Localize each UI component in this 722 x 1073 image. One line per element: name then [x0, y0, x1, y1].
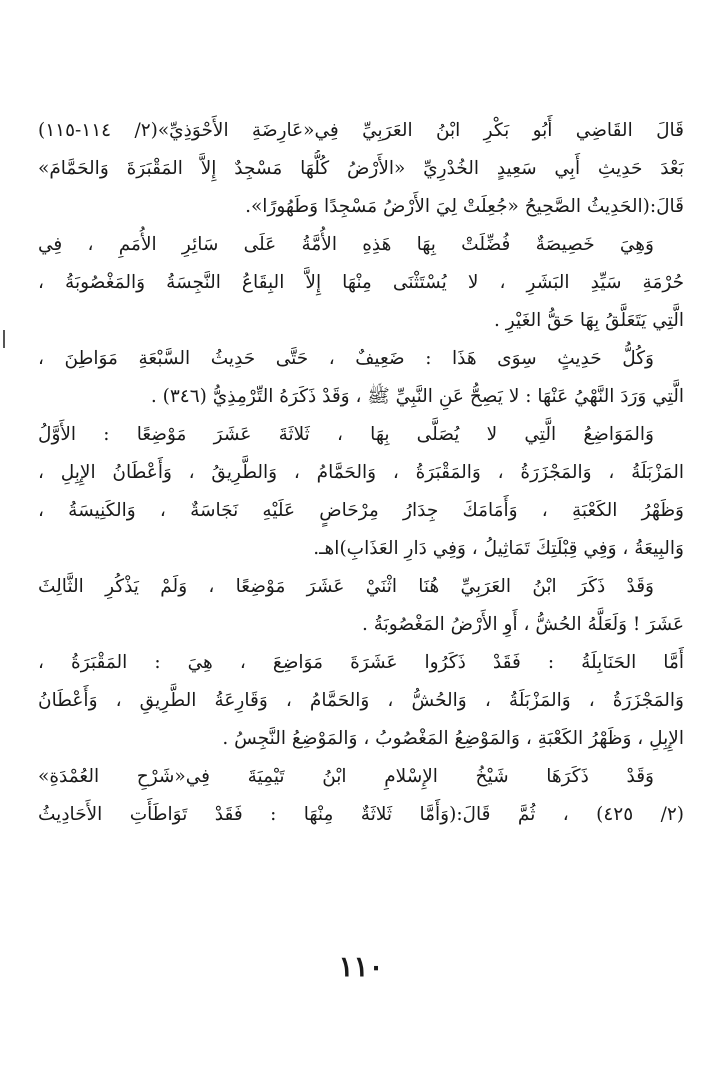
text-line: وَالمَوَاضِعُ الَّتِي لا يُصَلَّى بِهَا ، ثَلاثَةَ عَشَرَ مَوْضِعًا : الأَوَّلُ — [38, 424, 654, 445]
paragraph-quote-intro — [38, 112, 684, 226]
text-line: قَالَ:(الحَدِيثُ الصَّحِيحُ «جُعِلَتْ لِيَ الأَرْضُ مَسْجِدًا وَطَهُورًا». — [245, 196, 684, 217]
paragraph-ibn-arabi-twelve — [38, 568, 684, 644]
text-line: قَالَ القَاضِي أَبُو بَكْرِ ابْنُ العَرَبِيِّ فِي«عَارِضَةِ الأَحْوَذِيِّ»(٢/ ١١٤-١١٥) — [38, 120, 684, 141]
paragraph-ibn-taymiyyah — [38, 758, 684, 834]
page-number: ١١٠ — [338, 950, 384, 983]
text-line: الَّتِي يَتَعَلَّقُ بِهَا حَقُّ الغَيْرِ . — [494, 310, 684, 331]
paragraph-distinction — [38, 226, 684, 340]
text-line: حُرْمَةِ سَيِّدِ البَشَرِ ، لا يُسْتَثْنَى مِنْهَا إِلاَّ البِقَاعُ النَّجِسَةُ وَالمَغْصُوبَةُ ، — [38, 272, 684, 293]
text-line: وَظَهْرُ الكَعْبَةِ ، وَأَمَامَكَ جِدَارُ مِرْحَاضٍ عَلَيْهِ نَجَاسَةٌ ، وَالكَنِيسَةُ ، — [38, 500, 684, 521]
paragraph-hanabila — [38, 644, 684, 758]
text-line: الإِبِلِ ، وَظَهْرُ الكَعْبَةِ ، وَالمَوْضِعُ المَغْصُوبُ ، وَالمَوْضِعُ النَّجِسُ . — [222, 728, 684, 749]
text-line: وَقَدْ ذَكَرَ ابْنُ العَرَبِيِّ هُنَا اثْنَيْ عَشَرَ مَوْضِعًا ، وَلَمْ يَذْكُرِ الثَّالِثَ — [38, 576, 654, 597]
text-line: وَهِيَ خَصِيصَةٌ فُضِّلَتْ بِهَا هَذِهِ الأُمَّةُ عَلَى سَائِرِ الأُمَمِ ، فِي — [38, 234, 654, 255]
text-line: وَالمَجْزَرَةُ ، وَالمَزْبَلَةُ ، وَالحُشُّ ، وَالحَمَّامُ ، وَقَارِعَةُ الطَّرِيقِ ، وَأَعْطَانُ — [38, 690, 684, 711]
body-text — [38, 112, 684, 834]
text-line: (٢/ ٤٢٥) ، ثُمَّ قَالَ:(وَأَمَّا ثَلاثَةٌ مِنْهَا : فَقَدْ تَوَاطَأَتِ الأَحَادِيثُ — [38, 804, 684, 825]
text-line: بَعْدَ حَدِيثِ أَبِي سَعِيدٍ الخُدْرِيِّ «الأَرْضُ كُلُّهَا مَسْجِدٌ إِلاَّ المَقْبَرَةَ وَالحَمَّامَ» — [38, 158, 684, 179]
paragraph-weak-hadith — [38, 340, 684, 416]
text-line: أَمَّا الحَنَابِلَةُ : فَقَدْ ذَكَرُوا عَشَرَةَ مَوَاضِعَ ، هِيَ : المَقْبَرَةُ ، — [38, 652, 684, 673]
text-line: الَّتِي وَرَدَ النَّهْيُ عَنْهَا : لا يَصِحُّ عَنِ النَّبِيِّ ﷺ ، وَقَدْ ذَكَرَهُ التِّرْمِذِيُّ (٣٤٦) . — [150, 386, 684, 407]
page-edge-mark — [3, 330, 5, 348]
text-line: وَالبِيعَةُ ، وَفِي قِبْلَتِكَ تَمَاثِيلُ ، وَفِي دَارِ العَذَابِ)اهـ. — [313, 538, 684, 559]
text-line: المَزْبَلَةُ ، وَالمَجْزَرَةُ ، وَالمَقْبَرَةُ ، وَالحَمَّامُ ، وَالطَّرِيقُ ، وَأَعْطَانُ الإِبِلِ ، — [38, 462, 684, 483]
text-line: عَشَرَ ! وَلَعَلَّهُ الحُشُّ ، أَوِ الأَرْضُ المَغْصُوبَةُ . — [361, 614, 684, 635]
text-line: وَكُلُّ حَدِيثٍ سِوَى هَذَا : ضَعِيفٌ ، حَتَّى حَدِيثُ السَّبْعَةِ مَوَاطِنَ ، — [38, 348, 654, 369]
text-line: وَقَدْ ذَكَرَهَا شَيْخُ الإِسْلامِ ابْنُ تَيْمِيَةَ فِي«شَرْحِ العُمْدَةِ» — [38, 766, 654, 787]
paragraph-thirteen-places — [38, 416, 684, 568]
